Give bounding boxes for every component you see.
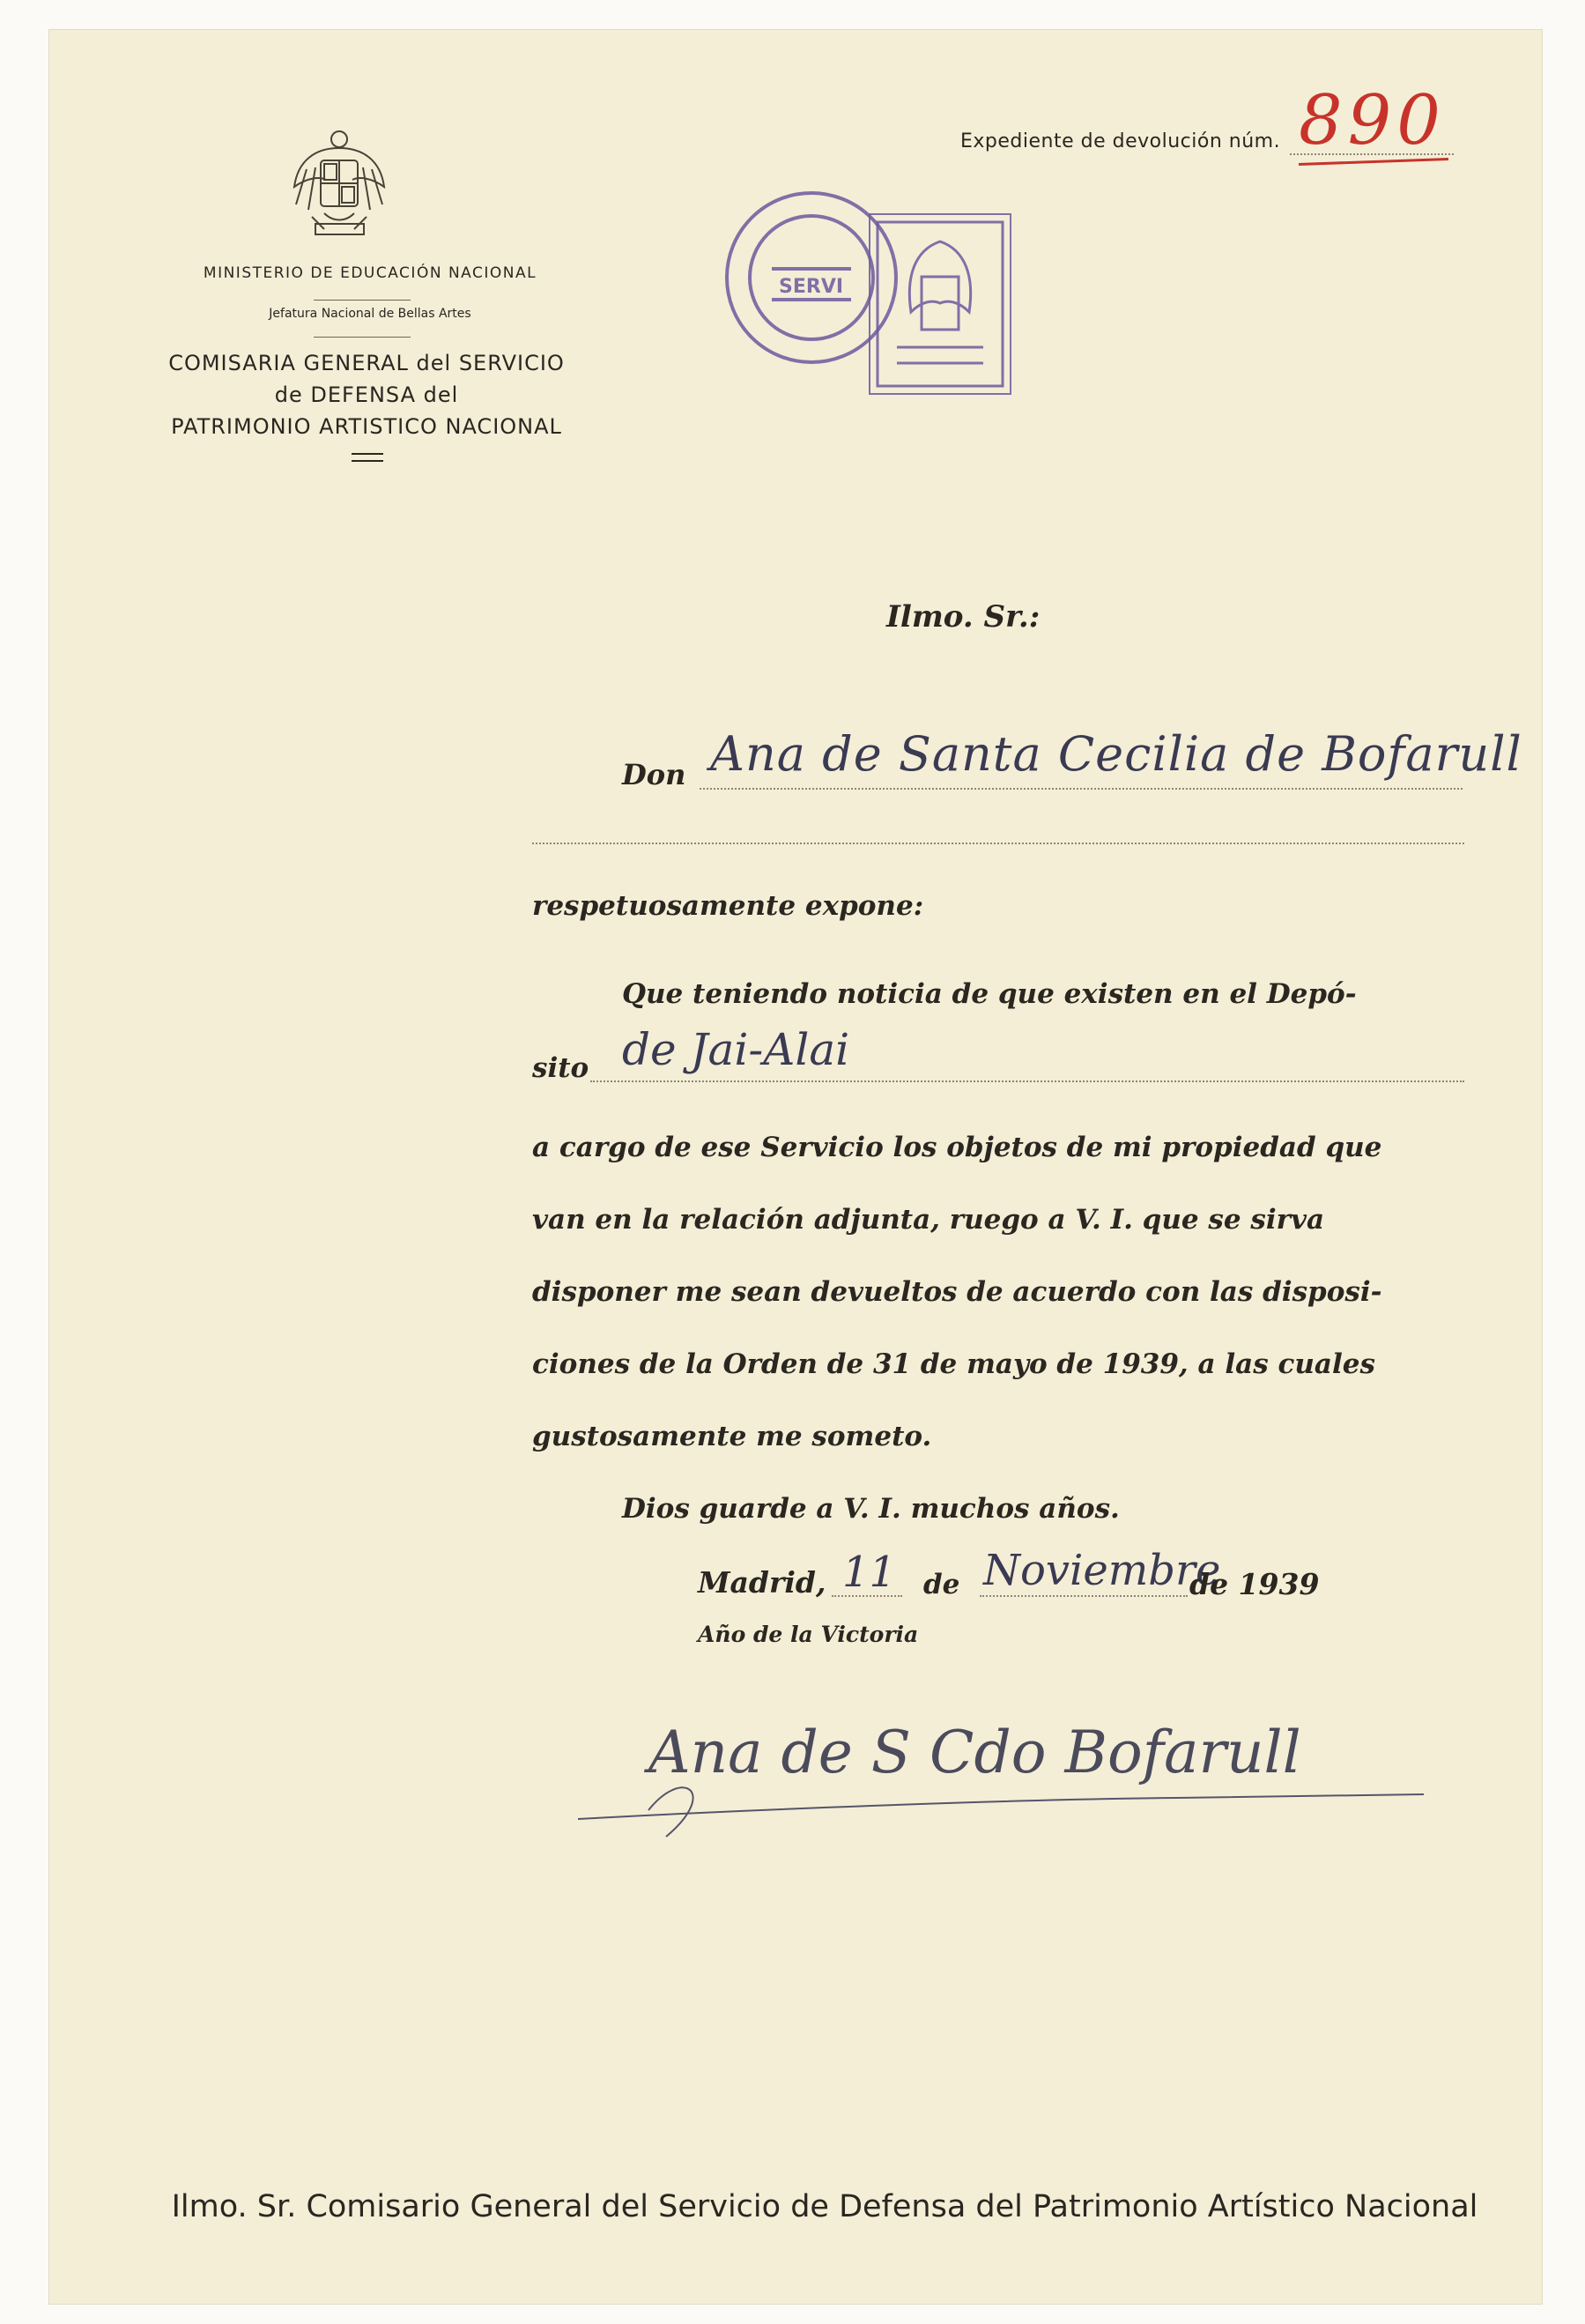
paragraph-line-3: van en la relación adjunta, ruego a V. I. que se sirva xyxy=(532,1204,1325,1236)
ministry-title: MINISTERIO DE EDUCACIÓN NACIONAL xyxy=(203,264,537,282)
signature-flourish xyxy=(560,1757,1441,1854)
header-divider xyxy=(314,300,411,301)
don-dots-2 xyxy=(532,843,1464,844)
victory-year: Año de la Victoria xyxy=(698,1622,919,1647)
salutation: Ilmo. Sr.: xyxy=(886,599,1041,635)
revenue-stamp-icon xyxy=(869,213,1011,395)
double-rule xyxy=(352,453,383,462)
date-de: de xyxy=(923,1569,960,1600)
footer-addressee: Ilmo. Sr. Comisario General del Servicio de Defensa del Patrimonio Artístico Nacional xyxy=(171,2189,1478,2224)
comisaria-line-1: COMISARIA GENERAL del SERVICIO xyxy=(168,351,565,375)
jefatura-title: Jefatura Nacional de Bellas Artes xyxy=(269,307,471,321)
deposito-label: sito xyxy=(532,1052,589,1084)
paragraph-line-1: Que teniendo noticia de que existen en el Depó- xyxy=(622,978,1357,1010)
signature: Ana de S Cdo Bofarull xyxy=(648,1719,1301,1786)
header-divider-2 xyxy=(314,337,411,338)
deposito-handwritten: de Jai-Alai xyxy=(622,1024,850,1075)
closing-line: Dios guarde a V. I. muchos años. xyxy=(622,1493,1120,1525)
expediente-label: Expediente de devolución núm. xyxy=(960,130,1281,152)
comisaria-line-3: PATRIMONIO ARTISTICO NACIONAL xyxy=(171,414,562,439)
date-month: Noviembre xyxy=(983,1546,1221,1595)
svg-text:SERVI: SERVI xyxy=(779,276,844,298)
comisaria-line-2: de DEFENSA del xyxy=(274,382,459,407)
paragraph-line-6: gustosamente me someto. xyxy=(532,1421,932,1452)
deposito-dots xyxy=(590,1080,1464,1082)
date-year: de 1939 xyxy=(1189,1567,1320,1601)
month-dots xyxy=(980,1595,1188,1597)
paragraph-line-2: a cargo de ese Servicio los objetos de mi propiedad que xyxy=(532,1132,1382,1163)
date-day: 11 xyxy=(842,1548,897,1597)
document-sheet xyxy=(49,30,1542,2304)
paragraph-line-5: ciones de la Orden de 31 de mayo de 1939, a las cuales xyxy=(532,1348,1375,1380)
place: Madrid, xyxy=(698,1565,826,1600)
don-name-handwritten: Ana de Santa Cecilia de Bofarull xyxy=(710,726,1522,782)
don-dots xyxy=(700,788,1463,790)
expone-line: respetuosamente expone: xyxy=(532,890,924,922)
expediente-number: 890 xyxy=(1299,81,1446,160)
paragraph-line-4: disponer me sean devueltos de acuerdo con las disposi- xyxy=(532,1276,1382,1308)
day-dots xyxy=(832,1595,902,1597)
don-label: Don xyxy=(622,758,686,791)
coat-of-arms-icon xyxy=(289,125,390,240)
